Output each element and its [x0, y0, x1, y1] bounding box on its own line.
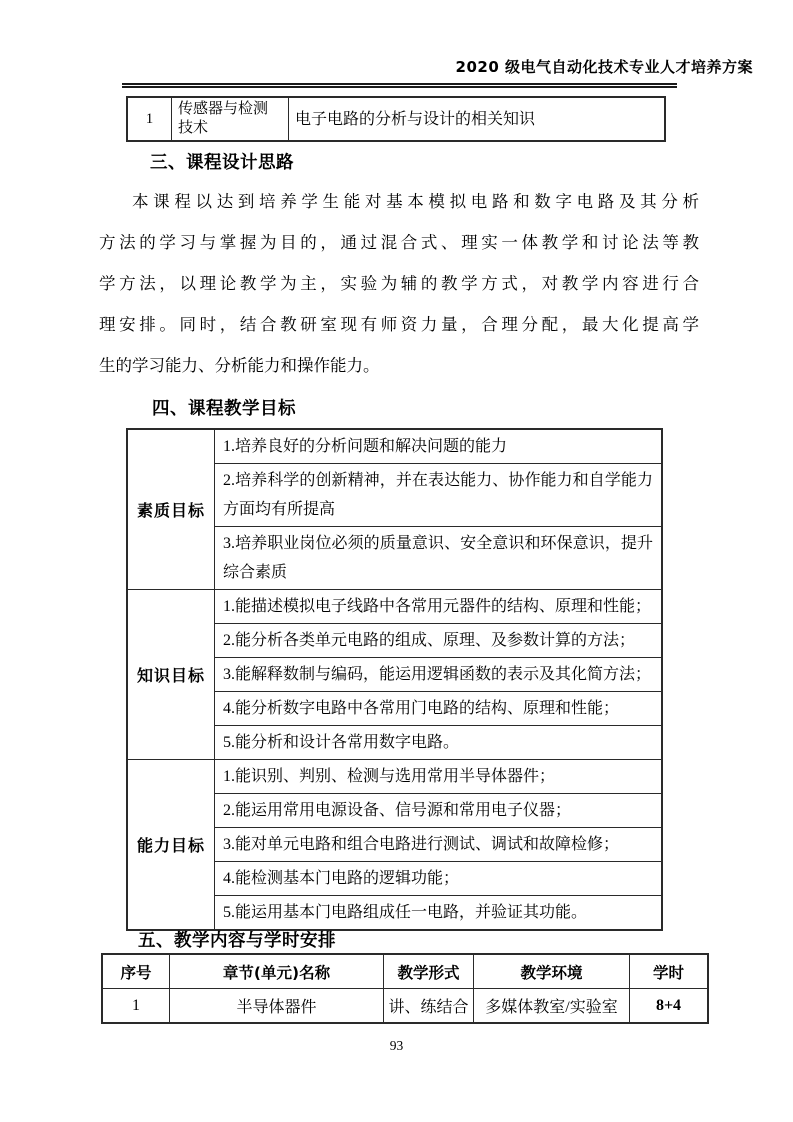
objective-item: 1.培养良好的分析问题和解决问题的能力: [223, 438, 508, 455]
schedule-col-form: 教学形式: [383, 955, 473, 988]
schedule-col-index: 序号: [120, 963, 152, 982]
objective-category-label: 素质目标: [128, 430, 215, 589]
objective-item: 2.培养科学的创新精神，并在表达能力、协作能力和自学能力 方面均有所提高: [215, 463, 661, 526]
paragraph-line: 方法的学习与掌握为目的，通过混合式、理实一体教学和讨论法等教: [99, 233, 699, 252]
carryover-course-cell: 传感器与检测技术: [171, 98, 288, 140]
carryover-table: [126, 96, 666, 142]
objective-category-label: 能力目标: [128, 760, 215, 929]
paragraph-line: 理安排。同时，结合教研室现有师资力量，合理分配，最大化提高学: [99, 315, 699, 334]
paragraph-line: 学方法，以理论教学为主，实验为辅的教学方式，对教学内容进行合: [99, 274, 699, 293]
section3-heading: 三、课程设计思路: [150, 153, 294, 173]
page-number: 93: [389, 1038, 404, 1053]
objective-item: 1.能识别、判别、检测与选用常用半导体器件；: [223, 768, 556, 785]
schedule-cell-index: 1: [132, 996, 140, 1014]
schedule-col-hours: 学时: [629, 955, 707, 988]
carryover-knowledge-cell: 电子电路的分析与设计的相关知识: [288, 98, 664, 140]
objective-item: 3.培养职业岗位必须的质量意识、安全意识和环保意识，提升 综合素质: [215, 526, 661, 589]
objective-item: 5.能运用基本门电路组成任一电路，并验证其功能。: [215, 895, 661, 929]
objectives-table: [126, 428, 663, 931]
section3-paragraph: [99, 181, 699, 386]
paragraph-line: 生的学习能力、分析能力和操作能力。: [99, 356, 380, 375]
paragraph-line: 本课程以达到培养学生能对基本模拟电路和数字电路及其分析: [132, 192, 699, 211]
schedule-cell-chapter: 半导体器件: [169, 989, 383, 1022]
page-header-title: 2020 级电气自动化技术专业人才培养方案: [455, 58, 753, 76]
objective-item: 4.能检测基本门电路的逻辑功能；: [215, 861, 661, 895]
carryover-index-cell: 1: [145, 110, 154, 127]
objective-item: 5.能分析和设计各常用数字电路。: [215, 725, 661, 759]
objectives-group-ability: [128, 759, 661, 929]
section5-heading: 五、教学内容与学时安排: [138, 931, 336, 951]
objective-item: 4.能分析数字电路中各常用门电路的结构、原理和性能；: [215, 691, 661, 725]
objective-item: 1.能描述模拟电子线路中各常用元器件的结构、原理和性能；: [223, 598, 652, 615]
objectives-group-knowledge: [128, 589, 661, 759]
schedule-col-environment: 教学环境: [473, 955, 629, 988]
objective-item: 2.能分析各类单元电路的组成、原理、及参数计算的方法；: [215, 623, 661, 657]
section4-heading: 四、课程教学目标: [152, 399, 296, 419]
objective-category-label: 知识目标: [128, 590, 215, 759]
schedule-cell-environment: 多媒体教室/实验室: [473, 989, 629, 1022]
objective-item: 2.能运用常用电源设备、信号源和常用电子仪器；: [215, 793, 661, 827]
objective-item: 3.能解释数制与编码，能运用逻辑函数的表示及其化简方法；: [215, 657, 661, 691]
schedule-table: [101, 953, 709, 1024]
schedule-header-row: [103, 955, 707, 988]
schedule-data-row: [103, 988, 707, 1022]
header-divider-rule: [122, 83, 677, 88]
objectives-group-quality: [128, 430, 661, 589]
schedule-col-chapter: 章节(单元)名称: [169, 955, 383, 988]
schedule-cell-form: 讲、练结合: [383, 989, 473, 1022]
objective-item: 3.能对单元电路和组合电路进行测试、调试和故障检修；: [215, 827, 661, 861]
schedule-cell-hours: 8+4: [629, 989, 707, 1022]
